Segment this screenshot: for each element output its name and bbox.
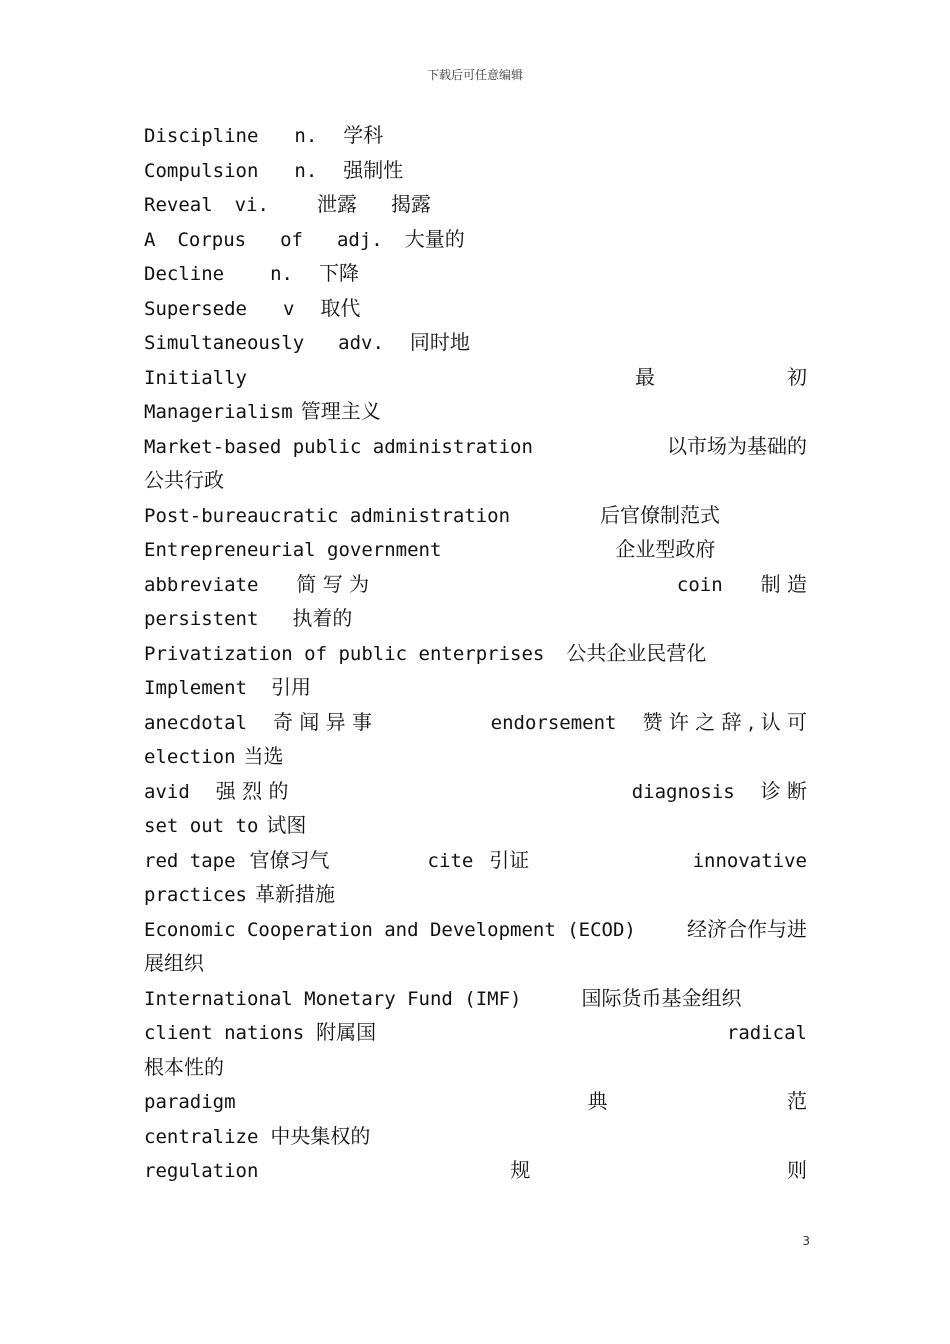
vocab-line (144, 1119, 807, 1154)
english-term: cite (427, 849, 474, 872)
english-term: practices (144, 884, 247, 906)
chinese-meaning: 以市场为基础的 (667, 433, 807, 458)
english-term: International Monetary Fund (IMF) (144, 987, 522, 1010)
part-of-speech: n. (294, 159, 318, 182)
english-term: Privatization of public enterprises (144, 642, 545, 665)
page-number: 3 (802, 1234, 810, 1248)
chinese-meaning: 公共行政 (144, 468, 224, 492)
chinese-meaning: 当选 (243, 744, 284, 768)
vocab-line (144, 222, 807, 257)
english-term: anecdotal (144, 711, 247, 734)
chinese-meaning: 取代 (320, 295, 361, 320)
chinese-meaning: 强 烈 的 (215, 778, 289, 803)
english-term: election (144, 746, 236, 768)
chinese-meaning: 引用 (270, 675, 311, 699)
english-term: Supersede (144, 297, 247, 320)
vocab-line (144, 1153, 807, 1188)
english-term: Market-based public administration (144, 435, 533, 458)
english-term: client nations (144, 1022, 305, 1044)
chinese-meaning: 引证 (489, 847, 530, 872)
english-term: abbreviate (144, 573, 259, 596)
vocab-line (144, 118, 807, 153)
chinese-meaning: 诊 断 (760, 778, 807, 803)
english-term: centralize (144, 1125, 259, 1148)
chinese-meaning: 揭露 (390, 192, 431, 216)
vocab-line (144, 774, 807, 809)
part-of-speech: n. (294, 125, 318, 147)
english-term: Compulsion (144, 159, 259, 182)
vocab-line (144, 1050, 807, 1085)
english-term: persistent (144, 608, 259, 630)
vocab-line (144, 1015, 807, 1050)
chinese-meaning: 典 (587, 1089, 608, 1113)
english-term: innovative (692, 849, 807, 872)
english-term: diagnosis (631, 780, 735, 803)
english-term: regulation (144, 1160, 259, 1182)
english-term: Economic Cooperation and Development (ECOD) (144, 918, 636, 941)
chinese-meaning: 学科 (343, 123, 384, 147)
english-term: Implement (144, 677, 247, 699)
vocab-line (144, 946, 807, 981)
english-term: set out to (144, 815, 259, 837)
vocab-line (144, 567, 807, 602)
english-term: radical (726, 1022, 807, 1044)
vocab-line (144, 256, 807, 291)
vocab-line (144, 498, 807, 533)
vocab-line (144, 463, 807, 498)
chinese-meaning: 泄露 (316, 192, 357, 216)
chinese-meaning: 革新措施 (254, 882, 335, 906)
english-term: Simultaneously (144, 332, 305, 354)
vocab-line (144, 601, 807, 636)
chinese-meaning: 制 造 (760, 571, 807, 596)
chinese-meaning: 管理主义 (300, 399, 381, 423)
chinese-meaning: 大量的 (404, 226, 465, 251)
vocab-line (144, 670, 807, 705)
part-of-speech: adv. (338, 332, 384, 354)
vocab-line (144, 394, 807, 429)
chinese-meaning: 执着的 (292, 606, 353, 630)
chinese-meaning: 简 写 为 (296, 571, 370, 596)
chinese-meaning: 奇 闻 异 事 (272, 709, 373, 734)
chinese-meaning: 国际货币基金组织 (581, 985, 742, 1010)
vocab-line (144, 153, 807, 188)
english-term: Corpus (177, 228, 247, 251)
chinese-meaning: 初 (787, 364, 807, 389)
vocab-line (144, 291, 807, 326)
chinese-meaning: 企业型政府 (615, 537, 716, 561)
chinese-meaning: 同时地 (409, 330, 470, 354)
chinese-meaning: 强制性 (343, 157, 404, 182)
english-term: Discipline (144, 125, 259, 147)
english-term: Entrepreneurial government (144, 539, 442, 561)
english-term: coin (676, 573, 723, 596)
vocab-line (144, 877, 807, 912)
vocab-line (144, 429, 807, 464)
chinese-meaning: 试图 (266, 813, 307, 837)
english-term: avid (144, 780, 190, 803)
english-term: red tape (144, 849, 236, 872)
vocab-line (144, 532, 807, 567)
vocab-line (144, 843, 807, 878)
vocab-line (144, 808, 807, 843)
chinese-meaning: 范 (787, 1089, 807, 1113)
chinese-meaning: 经济合作与进 (687, 916, 807, 941)
english-term: Initially (144, 366, 247, 389)
page-header: 下载后可任意编辑 (426, 68, 523, 82)
chinese-meaning: 后官僚制范式 (600, 502, 721, 527)
english-term: Decline (144, 263, 225, 285)
vocab-line (144, 325, 807, 360)
chinese-meaning: 下降 (318, 261, 359, 285)
chinese-meaning: 公共企业民营化 (566, 640, 707, 665)
part-of-speech: adj. (336, 228, 383, 251)
vocab-line (144, 360, 807, 395)
english-term: A (144, 228, 156, 251)
chinese-meaning: 最 (634, 364, 655, 389)
chinese-meaning: 根本性的 (144, 1054, 224, 1079)
chinese-meaning: 附属国 (316, 1020, 377, 1044)
vocab-line (144, 705, 807, 740)
vocab-line (144, 912, 807, 947)
chinese-meaning: 中央集权的 (270, 1123, 371, 1148)
vocabulary-list (144, 118, 807, 1188)
english-term: of (280, 228, 303, 251)
chinese-meaning: 规 (510, 1158, 531, 1182)
chinese-meaning: 官僚习气 (249, 847, 330, 872)
english-term: paradigm (144, 1091, 236, 1113)
chinese-meaning: 展组织 (144, 951, 204, 975)
vocab-line (144, 636, 807, 671)
chinese-meaning: 赞 许 之 辞 , 认 可 (642, 709, 807, 734)
part-of-speech: v (282, 297, 295, 320)
english-term: Reveal (144, 194, 213, 216)
english-term: Post-bureaucratic administration (144, 504, 511, 527)
vocab-line (144, 981, 807, 1016)
english-term: Managerialism (144, 401, 293, 423)
part-of-speech: vi. (234, 194, 269, 216)
chinese-meaning: 则 (787, 1158, 807, 1182)
part-of-speech: n. (270, 263, 293, 285)
vocab-line (144, 739, 807, 774)
english-term: endorsement (490, 711, 617, 734)
vocab-line (144, 1084, 807, 1119)
vocab-line (144, 187, 807, 222)
